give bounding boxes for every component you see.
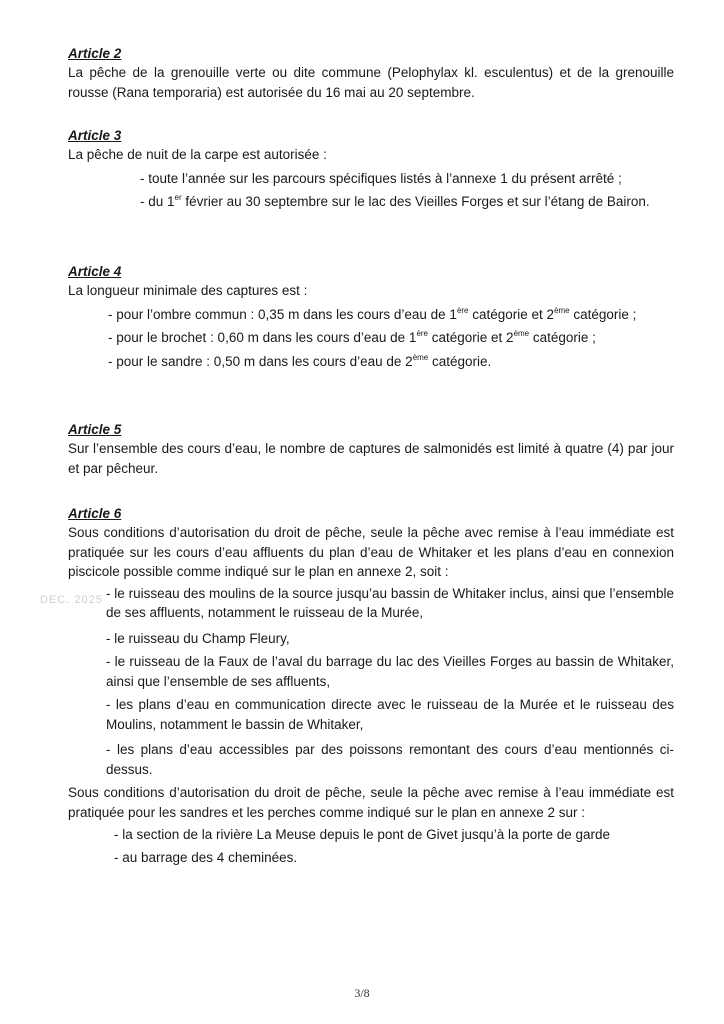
list-item: - au barrage des 4 cheminées. [114, 850, 298, 865]
article-4-item [68, 305, 674, 325]
list-item: - le ruisseau du Champ Fleury, [106, 630, 290, 646]
item-text: catégorie et 2 [468, 306, 555, 322]
article-3-intro: La pêche de nuit de la carpe est autorisée : [68, 147, 327, 162]
superscript: ème [412, 352, 429, 362]
article-3-item [68, 192, 674, 212]
superscript: ère [416, 329, 428, 338]
faded-stamp: DEC. 2025 [40, 594, 103, 606]
item-text: catégorie et 2 [428, 330, 514, 345]
superscript: ème [513, 329, 530, 338]
article-3-item-1-text: - toute l’année sur les parcours spécifiques listés à l’annexe 1 du présent arrêté ; [140, 170, 622, 186]
article-4-title: Article 4 [68, 264, 122, 279]
page-number: 3/8 [354, 986, 370, 1000]
article-4-intro: La longueur minimale des captures est : [68, 283, 308, 298]
item-text: - pour l’ombre commun : 0,35 m dans les cours d’eau de 1 [108, 306, 457, 322]
article-4-item [68, 328, 674, 348]
article-4-item [68, 352, 674, 372]
article-5-title: Article 5 [68, 422, 122, 437]
superscript: er [174, 193, 182, 202]
item-text: catégorie. [428, 353, 492, 369]
article-6-list [68, 584, 674, 780]
list-item: - les plans d’eau en communication directe avec le ruisseau de la Murée et le ruisseau des Moulins, notamment le bassin de Whitaker, [106, 697, 674, 732]
list-item: - le ruisseau de la Faux de l’aval du barrage du lac des Vieilles Forges au bassin de Whitaker, ainsi que l’ensemble de ses affluents, [106, 654, 674, 689]
item-text: - pour le sandre : 0,50 m dans les cours d’eau de 2 [108, 353, 413, 369]
list-item: - le ruisseau des moulins de la source jusqu’au bassin de Whitaker inclus, ainsi que l’ensemble de ses affluents, notamment le ruisseau de la Murée, [106, 585, 674, 620]
list-item: - la section de la rivière La Meuse depuis le pont de Givet jusqu’à la porte de garde [114, 827, 611, 842]
article-3-item-2-rest: février au 30 septembre sur le lac des Vieilles Forges et sur l’étang de Bairon. [181, 194, 650, 209]
item-text: catégorie ; [569, 306, 637, 322]
article-4 [68, 262, 674, 371]
article-6-list-2 [68, 824, 614, 868]
article-5 [68, 420, 674, 478]
article-3-title: Article 3 [68, 128, 122, 143]
article-2-title: Article 2 [68, 46, 122, 61]
article-6 [68, 504, 674, 868]
article-6-title: Article 6 [68, 506, 122, 521]
superscript: ère [456, 305, 469, 315]
article-2-text: La pêche de la grenouille verte ou dite commune (Pelophylax kl. esculentus) et de la grenouille rousse (Rana temporaria) est autorisée du 16 mai au 20 septembre. [68, 65, 674, 100]
article-5-text: Sur l’ensemble des cours d’eau, le nombre de captures de salmonidés est limité à quatre (4) par jour et par pêcheur. [68, 441, 674, 476]
article-3-item-2-prefix: - du 1 [140, 194, 175, 209]
article-3-item [68, 169, 674, 189]
article-6-intro: Sous conditions d’autorisation du droit de pêche, seule la pêche avec remise à l’eau immédiate est pratiquée sur les cours d’eau affluents du plan d’eau de Whitaker et les plans d’eau en connexion piscicole possible comme indiqué sur le plan en annexe 2, soit : [68, 525, 674, 579]
item-text: - pour le brochet : 0,60 m dans les cours d’eau de 1 [108, 330, 417, 345]
article-3 [68, 126, 674, 212]
superscript: ème [554, 305, 570, 315]
list-item: - les plans d’eau accessibles par des poissons remontant des cours d’eau mentionnés ci-dessus. [106, 742, 674, 777]
item-text: catégorie ; [529, 330, 596, 345]
article-2 [68, 44, 674, 102]
article-6-intro-2: Sous conditions d’autorisation du droit de pêche, seule la pêche avec remise à l’eau immédiate est pratiquée pour les sandres et les perches comme indiqué sur le plan en annexe 2 sur : [68, 785, 674, 820]
